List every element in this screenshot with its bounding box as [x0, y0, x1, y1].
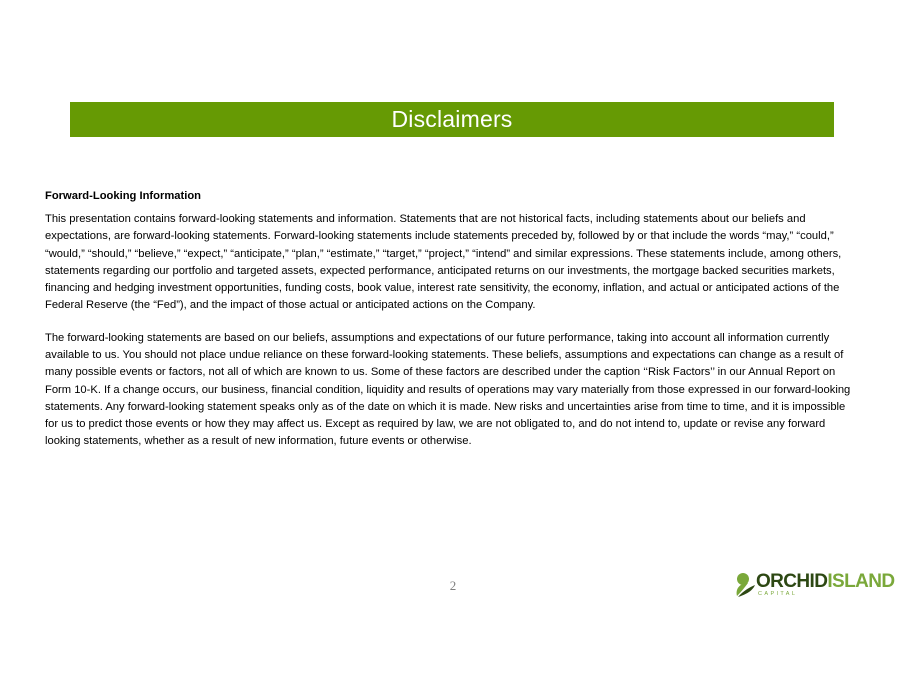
- orchid-leaf-icon: [734, 571, 758, 599]
- paragraph-forward-looking: This presentation contains forward-looking statements and information. Statements that are not historical facts, including statements about our beliefs and expectations, are forward-looking statements. Forward-looking statements include statements preceded by, followed by or that include the words “may,” “could,” “would,” “should,” “believe,” “expect,” “anticipate,” “plan,” “estimate,” “target,” “project,” “intend” and similar expressions. These statements include, among others, statements regarding our portfolio and targeted assets, expected performance, anticipated returns on our investments, the mortgage backed securities markets, financing and hedging investment opportunities, funding costs, book value, interest rate sensitivity, the economy, inflation, and actual or anticipated actions of the Federal Reserve (the “Fed”), and the impact of those actual or anticipated actions on the Company.: [45, 213, 842, 312]
- page-number: 2: [449, 578, 457, 593]
- logo-word-island: ISLAND: [827, 571, 895, 592]
- title-banner: [70, 102, 834, 137]
- disclaimer-content: [45, 188, 857, 466]
- paragraph-beliefs-assumptions: The forward-looking statements are based on our beliefs, assumptions and expectations of our future performance, taking into account all information currently available to us. You should not place undue reliance on these forward-looking statements. These beliefs, assumptions and expectations can change as a result of many possible events or factors, not all of which are known to us. Some of these factors are described under the caption ‘‘Risk Factors’’ in our Annual Report on Form 10-K. If a change occurs, our business, financial condition, liquidity and results of operations may vary materially from those expressed in our forward-looking statements. Any forward-looking statement speaks only as of the date on which it is made. New risks and uncertainties arise from time to time, and it is impossible for us to predict those events or how they may affect us. Except as required by law, we are not obligated to, and do not intend to, update or revise any forward looking statements, whether as a result of new information, future events or otherwise.: [45, 331, 851, 448]
- page-title: Disclaimers: [391, 106, 513, 132]
- logo-wordmark: [756, 572, 894, 592]
- logo-subtitle: CAPITAL: [758, 591, 798, 597]
- company-logo: [734, 571, 895, 599]
- logo-word-orchid: ORCHID: [756, 571, 828, 592]
- section-heading: Forward-Looking Information: [45, 190, 201, 202]
